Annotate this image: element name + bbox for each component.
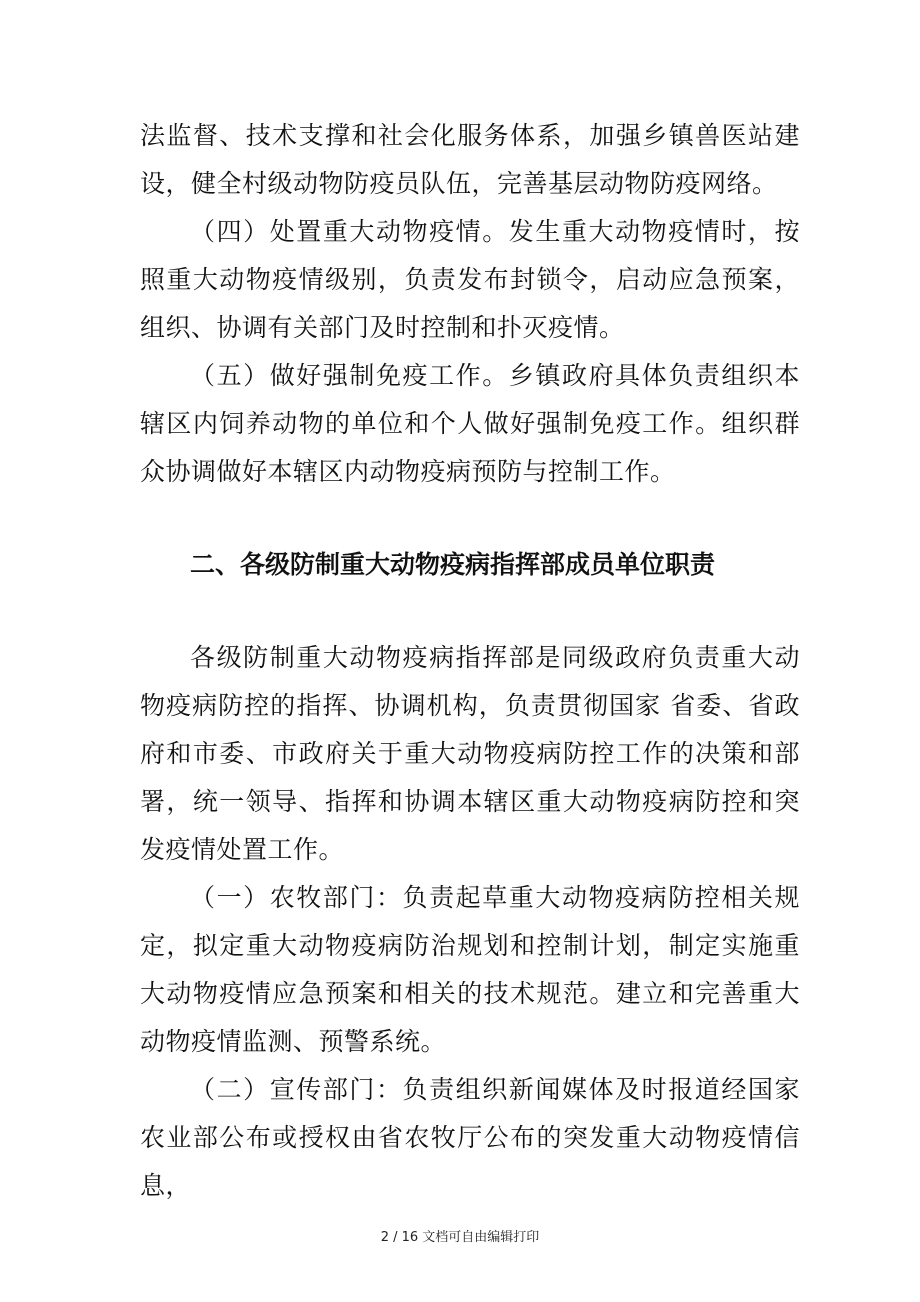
paragraph-publicity-dept: （二）宣传部门：负责组织新闻媒体及时报道经国家农业部公布或授权由省农牧厅公布的突发重大动物疫情信息， [140,1075,800,1200]
paragraph-agriculture-dept: （一）农牧部门：负责起草重大动物疫病防控相关规定，拟定重大动物疫病防治规划和控制计划，制定实施重大动物疫情应急预案和相关的技术规范。建立和完善重大动物疫情监测、预警系统。 [140,883,800,1056]
paragraph-item-4: （四）处置重大动物疫情。发生重大动物疫情时，按照重大动物疫情级别，负责发布封锁令，启动应急预案，组织、协调有关部门及时控制和扑灭疫情。 [140,217,800,342]
paragraph-item-5: （五）做好强制免疫工作。乡镇政府具体负责组织本辖区内饲养动物的单位和个人做好强制免疫工作。组织群众协调做好本辖区内动物疫病预防与控制工作。 [140,361,800,486]
page-footer: 2 / 16 文档可自由编辑打印 [380,1230,540,1245]
paragraph-continuation: 法监督、技术支撑和社会化服务体系，加强乡镇兽医站建设，健全村级动物防疫员队伍，完善基层动物防疫网络。 [140,121,800,198]
section-heading: 二、各级防制重大动物疫病指挥部成员单位职责 [190,550,716,579]
document-body [140,112,800,1210]
paragraph-intro: 各级防制重大动物疫病指挥部是同级政府负责重大动物疫病防控的指挥、协调机构，负责贯彻国家 省委、省政府和市委、市政府关于重大动物疫病防控工作的决策和部署，统一领导、指挥和协调本辖区重大动物疫病防控和突发疫情处置工作。 [140,643,800,864]
